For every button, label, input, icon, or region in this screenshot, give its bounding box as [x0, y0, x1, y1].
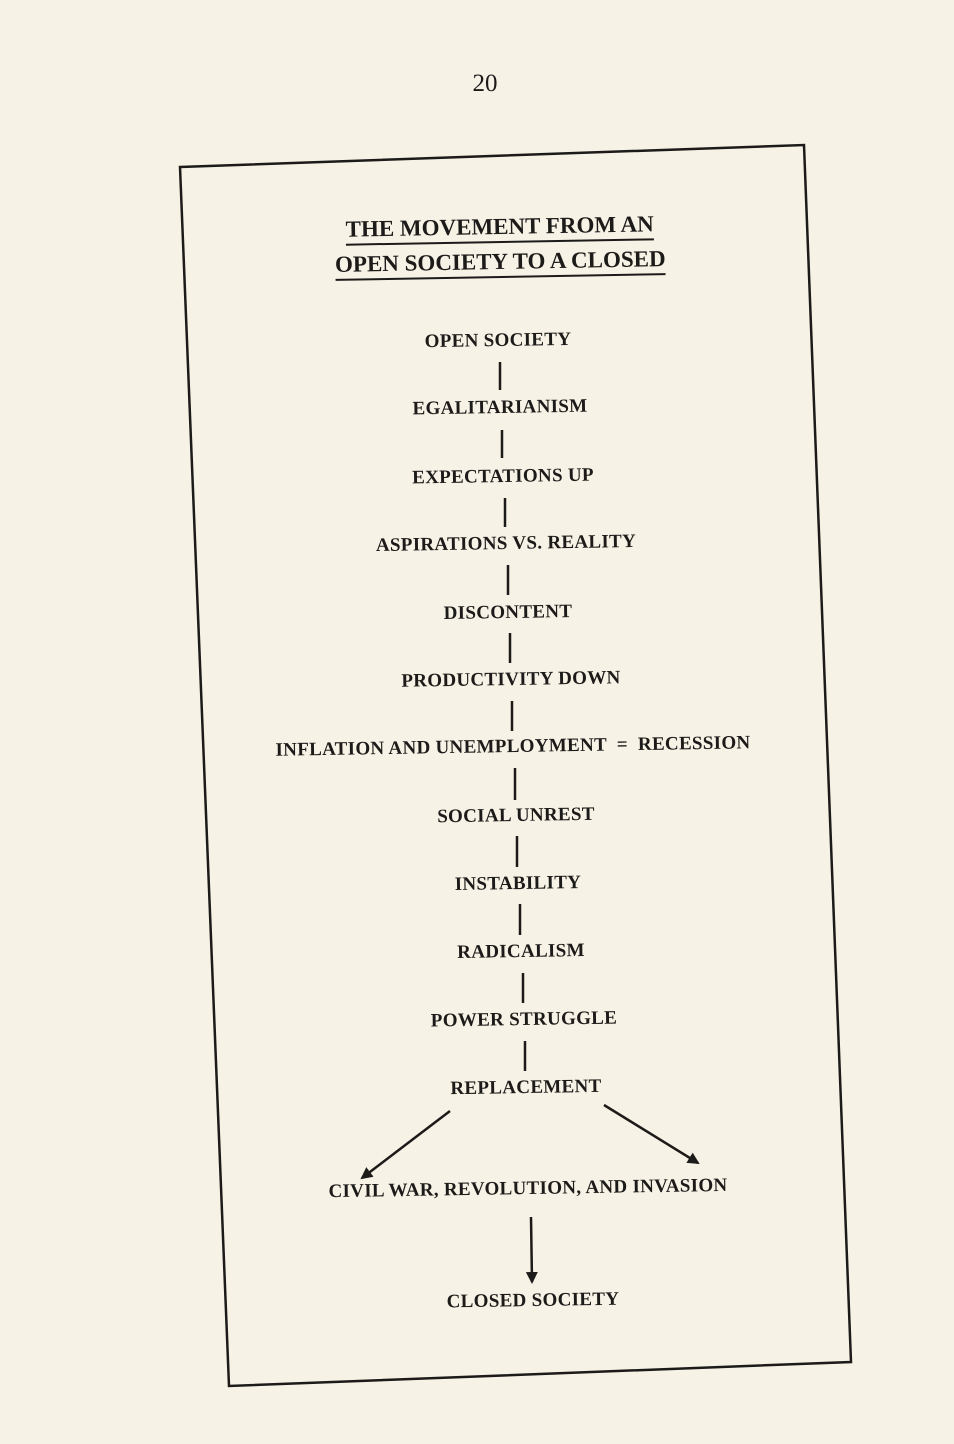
node-power-struggle: POWER STRUGGLE	[430, 1007, 618, 1032]
node-radicalism: RADICALISM	[457, 939, 585, 964]
arrow-to-civil-war-right	[604, 1105, 698, 1163]
node-productivity-down: PRODUCTIVITY DOWN	[401, 667, 621, 692]
node-closed-society: CLOSED SOCIETY	[446, 1288, 620, 1313]
node-replacement: REPLACEMENT	[450, 1075, 602, 1100]
node-egalitarianism: EGALITARIANISM	[412, 395, 588, 420]
arrow-to-closed-society	[531, 1217, 532, 1282]
node-open-society: OPEN SOCIETY	[424, 328, 572, 353]
page-number: 20	[472, 70, 498, 97]
node-civil-war-revolution-invasion: CIVIL WAR, REVOLUTION, AND INVASION	[328, 1174, 728, 1203]
node-expectations-up: EXPECTATIONS UP	[411, 464, 594, 489]
arrow-to-civil-war-left	[362, 1111, 450, 1178]
node-instability: INSTABILITY	[454, 872, 582, 895]
title-line-1: THE MOVEMENT FROM AN	[345, 210, 654, 245]
node-social-unrest: SOCIAL UNREST	[437, 803, 595, 828]
node-aspirations-vs-reality: ASPIRATIONS VS. REALITY	[375, 530, 637, 557]
node-discontent: DISCONTENT	[443, 600, 573, 625]
title-line-2: OPEN SOCIETY TO A CLOSED	[335, 245, 666, 281]
node-inflation-unemployment-recession: INFLATION AND UNEMPLOYMENT = RECESSION	[275, 732, 751, 761]
